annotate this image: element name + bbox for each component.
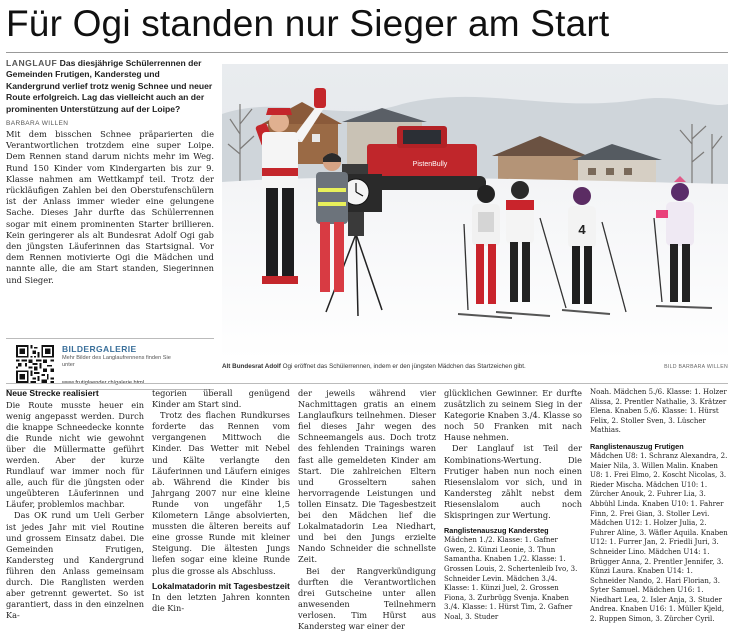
caption-text: Ogi eröffnet das Schülerrennen, indem er den jüngsten Mädchen das Startzeichen gibt. xyxy=(281,363,526,370)
ranking-frutigen xyxy=(590,442,728,625)
article-column-1 xyxy=(6,388,144,621)
col4-paragraph-1: glücklichen Gewinner. Er durfte zusätzlich zu seinem Sieg in der Kategorie Knaben 3./4. Klasse so noch 50 Franken mit nach Hause nehmen. xyxy=(444,388,582,443)
left-column xyxy=(6,58,214,286)
col4-paragraph-2: Der Langlauf ist Teil der Kombinations-Wertung. Die Frutiger haben nun noch einen Riesenslalom vor sich, und in Kandersteg zählt nebst dem Riesenslalom auch noch Skispringen zur Wertung. xyxy=(444,443,582,521)
caption-bold: Alt Bundesrat Adolf xyxy=(222,363,281,370)
article-column-3 xyxy=(298,388,436,632)
main-photo xyxy=(222,64,728,360)
col1-paragraph-2: Das OK rund um Ueli Gerber ist jedes Jahr mit viel Routine und grossem Einsatz dabei. Die Gemeinden Frutigen, Kandersteg und Kandergrund führen den Anlass gemeinsam durch. Die Ranglisten werden aber getrennt gewertet. So ist garantiert, dass in den einzelnen Ka- xyxy=(6,510,144,621)
ranking-kandersteg-text: Mädchen 1./2. Klasse: 1. Gafner Gwen, 2. Künzi Leonie, 3. Thun Samantha. Knaben 1./2. Klasse: 1. Grossen Louis, 2. Schertenleib Ivo, 3. Schneider Levin. Mädchen 3./4. Klasse: 1. Künzi Juel, 2. Grossen Fiona, 3. Zurbrügg Svenja. Knaben 3./4. Klasse: 1. Hürst Tim, 2. Gafner Noal, 3. Studer xyxy=(444,536,582,622)
article-column-4 xyxy=(444,388,582,622)
col5-ranking-continued: Noah. Mädchen 5./6. Klasse: 1. Holzer Alissa, 2. Prentler Nathalie, 3. Krätzer Elena. Knaben 5./6. Klasse: 1. Hürst Felix, 2. Stoller Sven, 3. Lüscher Mathias. xyxy=(590,388,728,436)
col3-paragraph-1: der jeweils während vier Nachmittagen gratis an einem Langlaufkurs teilnehmen. Dieser fiel dieses Jahr wegen des Schneemangels aus. Doch trotz des fehlenden Trainings waren fast alle gemeldeten Kinder am Start. Die zahlreichen Eltern und Grosseltern sahen hervorragende Leistungen und tollen Einsatz. Die Tagesbestzeit bei den Mädchen lief die Lokalmatadorin Lea Niedhart, und bei den Jungs erzielte Nando Schneider die schnellste Zeit. xyxy=(298,388,436,566)
ranking-frutigen-text: Mädchen U8: 1. Schranz Alexandra, 2. Maier Nila, 3. Willen Malin. Knaben U8: 1. Frei Elmo, 2. Koscht Nicolas, 3. Rieder Mischa. Mädchen U10: 1. Zürcher Anouk, 2. Fuhrer Lia, 3. Abbühl Linda. Knaben U10: 1. Fahrer Finn, 2. Frei Gian, 3. Stoller Levi. Mädchen U12: 1. Holzer Julia, 2. Fuhrer Aline, 3. Wäfler Aquila. Knaben U12: 1. Furrer Jan, 2. Friedli Juri, 3. Schneider Lino. Mädchen U14: 1. Brügger Anna, 2. Prentler Jennifer, 3. Künzi Laura. Knaben U14: 1. Schneider Nando, 2. Hari Florian, 3. Syter Samuel. Mädchen U16: 1. Niedhart Lea, 2. Isler Anja, 3. Studer Andrea. Knaben U16: 1. Müller Kjeld, 2. Ruppen Simon, 3. Zürcher Cyril. xyxy=(590,452,728,625)
top-rule xyxy=(6,52,728,53)
ranking-kandersteg-heading: Ranglistenauszug Kandersteg xyxy=(444,526,582,536)
ranking-kandersteg xyxy=(444,526,582,622)
ranking-frutigen-heading: Ranglistenauszug Frutigen xyxy=(590,442,728,452)
photo-credit: BILD BARBARA WILLEN xyxy=(664,364,728,370)
col3-paragraph-2: Bei der Rangverkündigung durften die Verantwortlichen drei Gutscheine unter allen anwesenden Teilnehmern verlosen. Tim Hürst aus Kandersteg war einer der xyxy=(298,566,436,632)
svg-text:PistenBully: PistenBully xyxy=(413,161,448,168)
col2-paragraph-3: In den letzten Jahren konnten die Kin- xyxy=(152,592,290,614)
gallery-text: Mehr Bilder des Langlaufrennens finden Sie unter xyxy=(62,355,182,369)
lead-paragraph xyxy=(6,58,214,115)
col1-paragraph-1: Die Route musste heuer ein wenig angepasst werden. Durch die knappe Schneedecke konnte die Runde nicht wie gewohnt über die Müllermatte geführt werden. Aber der kurze Rundlauf war immer noch für alle, auch für die jüngsten oder ungeübteren Läuferinnen und Läufer, problemlos machbar. xyxy=(6,400,144,511)
headline: Für Ogi standen nur Sieger am Start xyxy=(6,2,728,46)
lead-text: Das diesjährige Schülerrennen der Gemeinden Frutigen, Kandersteg und Kandergrund verlief trotz wenig Schnee und neuer Route erfolgreich. Lag das vielleicht auch an der prominenten Unterstützung auf der Loipe? xyxy=(6,58,212,114)
photo-caption xyxy=(222,363,728,370)
qr-code-icon[interactable] xyxy=(16,345,54,383)
section-heading-local-hero: Lokalmatadorin mit Tagesbestzeit xyxy=(152,581,290,593)
gallery-title: BILDERGALERIE xyxy=(62,344,137,354)
col2-paragraph-1: tegorien überall genügend Kinder am Start sind. xyxy=(152,388,290,410)
col2-paragraph-2: Trotz des flachen Rundkurses forderte das Rennen vom vergangenen Mittwoch die Kinder. Das Wetter mit Nebel und Kälte verlangte den Läuferinnen und Läufern einiges ab. Während die Kinder bis Jahrgang 2007 nur eine kleine Runde von ungefähr 1,5 Kilometern Länge absolvierten, mussten die älteren bereits auf eine grosse Runde mit kleiner Steigung. Die ältesten Jungs liefen sogar eine kleine Runde plus die grosse als Abschluss. xyxy=(152,410,290,576)
middle-rule xyxy=(6,383,728,384)
intro-paragraph: Mit dem bisschen Schnee präparierten die Verantwortlichen trotzdem eine super Loipe. Dem Rennen stand darum nichts mehr im Weg. Rund 150 Kinder vom Kindergarten bis zur 9. Klasse nahmen am Wettkampf teil. Trotz der rückläufigen Zahlen bei den Oberstufenschülern ist der Anlass immer wieder eine gelungene Sache. Dieses Jahr durfte das Schülerrennen sogar mit einem prominenten Starter brillieren. Kein geringerer als alt Bundesrat Adolf Ogi gab den jüngsten Läuferinnen das Startsignal. Vor dem Rennen motivierte Ogi die Mädchen und nannte alle, die am Start standen, Siegerinnen und Sieger. xyxy=(6,129,214,286)
lead-roofline: LANGLAUF xyxy=(6,58,57,68)
article-column-5 xyxy=(590,388,728,625)
byline: BARBARA WILLEN xyxy=(6,120,214,127)
article-column-2 xyxy=(152,388,290,614)
svg-text:4: 4 xyxy=(578,222,586,237)
section-heading-route: Neue Strecke realisiert xyxy=(6,388,144,400)
